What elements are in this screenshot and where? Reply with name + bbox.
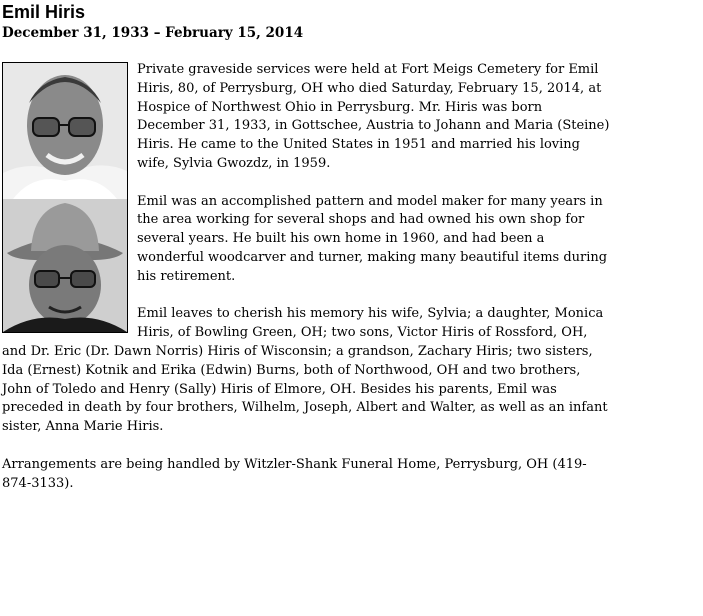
obituary-text [2,61,612,512]
paragraph-services: Private graveside services were held at Fort Meigs Cemetery for Emil Hiris, 80, of Perrysburg, OH who died Saturday, February 15, 2014, at Hospice of Northwest Ohio in Perrysburg. Mr. Hiris was born December 31, 1933, in Gottschee, Austria to Johann and Maria (Steine) Hiris. He came to the United States in 1951 and married his loving wife, Sylvia Gwozdz, in 1959. [137,62,610,171]
paragraph-career: Emil was an accomplished pattern and model maker for many years in the area working for several shops and had owned his own shop for several years. He built his own home in 1960, and had been a wonderful woodcarver and turner, making many beautiful items during his retirement. [137,193,608,284]
life-dates: December 31, 1933 – February 15, 2014 [2,25,304,41]
deceased-name: Emil Hiris [2,2,86,22]
paragraph-arrangements: Arrangements are being handled by Witzler-Shank Funeral Home, Perrysburg, OH (419-874-3133). [2,456,587,491]
photo-spacer [2,61,137,337]
paragraph-survivors: Emil leaves to cherish his memory his wife, Sylvia; a daughter, Monica Hiris, of Bowling Green, OH; two sons, Victor Hiris of Rossford, OH, and Dr. Eric (Dr. Dawn Norris) Hiris of Wisconsin; a grandson, Zachary Hiris; two sisters, Ida (Ernest) Kotnik and Erika (Edwin) Burns, both of Northwood, OH and two brothers, John of Toledo and Henry (Sally) Hiris of Elmore, OH. Besides his parents, Emil was preceded in death by four brothers, Wilhelm, Joseph, Albert and Walter, as well as an infant sister, Anna Marie Hiris. [2,306,608,435]
